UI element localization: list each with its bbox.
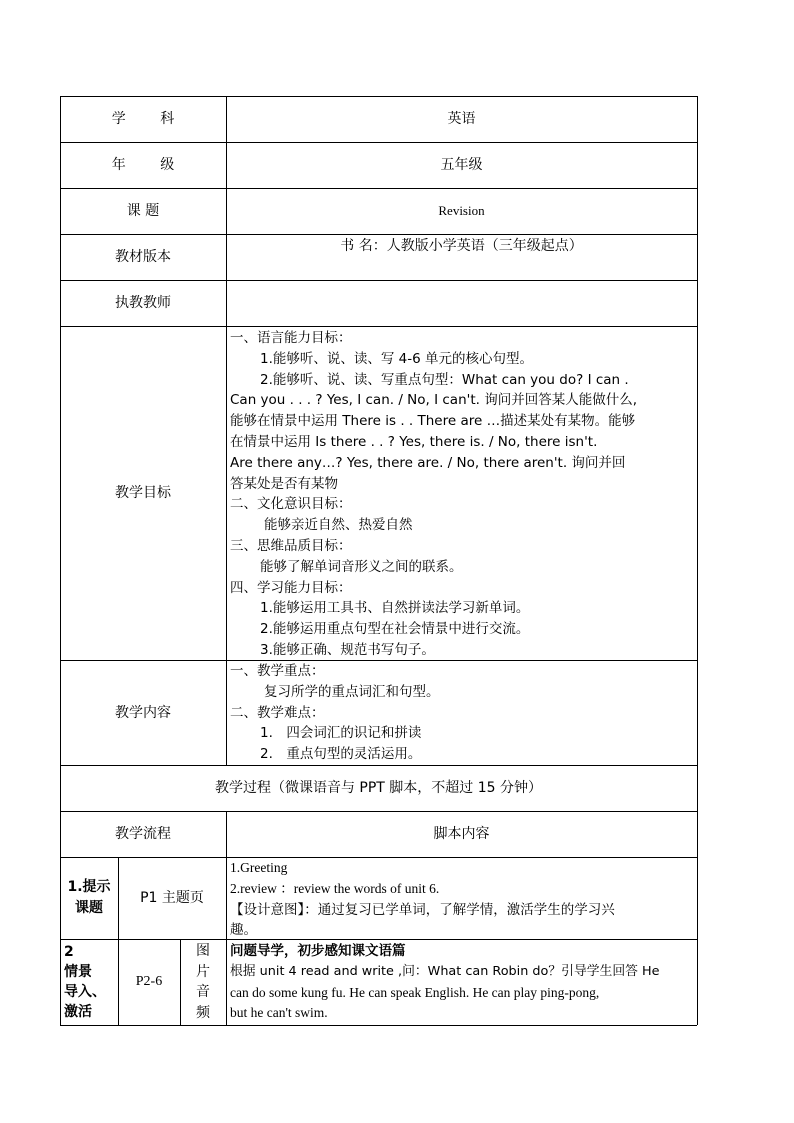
objective-line: 四、学习能力目标： bbox=[230, 579, 352, 596]
topic-value: Revision bbox=[438, 203, 485, 218]
objective-line: 能够了解单词音形义之间的联系。 bbox=[260, 558, 463, 575]
objective-line: 1.能够听、说、读、写 4-6 单元的核心句型。 bbox=[260, 350, 534, 367]
objective-line: 二、文化意识目标： bbox=[230, 496, 352, 513]
objective-line: 能够亲近自然、热爱自然 bbox=[264, 517, 413, 534]
objectives-label: 教学目标 bbox=[115, 485, 171, 501]
textbook-value: 书 名：人教版小学英语（三年级起点） bbox=[340, 238, 583, 254]
script-line: 趣。 bbox=[230, 922, 257, 939]
content-label: 教学内容 bbox=[115, 704, 171, 721]
content-line: 1. 四会词汇的识记和拼读 bbox=[260, 725, 422, 742]
script-line: 问题导学，初步感知课文语篇 bbox=[230, 943, 406, 959]
script-label: 脚本内容 bbox=[433, 826, 490, 842]
grade-label: 年 级 bbox=[111, 157, 175, 173]
teacher-label: 执教教师 bbox=[115, 295, 171, 311]
objective-line: 1.能够运用工具书、自然拼读法学习新单词。 bbox=[260, 600, 530, 617]
objective-line: Are there any…? Yes, there are. / No, there aren't. 询问并回 bbox=[230, 454, 626, 471]
step-2-page: P2-6 bbox=[135, 974, 163, 989]
script-line: but he can't swim. bbox=[230, 1005, 328, 1021]
objective-line: 2.能够运用重点句型在社会情景中进行交流。 bbox=[260, 621, 530, 638]
script-line: 【设计意图】：通过复习已学单词，了解学情，激活学生的学习兴 bbox=[230, 901, 615, 918]
flow-label: 教学流程 bbox=[115, 826, 171, 842]
content-line: 2. 重点句型的灵活运用。 bbox=[260, 746, 422, 763]
script-line: 2.review ：review the words of unit 6. bbox=[230, 880, 440, 896]
objective-line: 答某处是否有某物 bbox=[230, 475, 338, 492]
content-line: 复习所学的重点词汇和句型。 bbox=[264, 683, 440, 700]
objective-line: 三、思维品质目标： bbox=[230, 537, 352, 554]
topic-label: 课 题 bbox=[126, 203, 160, 219]
objective-line: 能够在情景中运用 There is . . There are …描述某处有某物。能够 bbox=[230, 413, 636, 430]
objective-line: Can you . . . ? Yes, I can. / No, I can't. 询问并回答某人能做什么, bbox=[230, 392, 638, 409]
script-line: 1.Greeting bbox=[230, 860, 288, 875]
objective-line: 一、语言能力目标： bbox=[230, 330, 352, 346]
teacher-value bbox=[226, 280, 697, 326]
subject-label: 学 科 bbox=[111, 111, 175, 127]
grade-value: 五年级 bbox=[440, 157, 483, 173]
step-2-label: 2 情景 导入、 激活 bbox=[64, 944, 106, 1020]
process-header: 教学过程（微课语音与 PPT 脚本，不超过 15 分钟） bbox=[214, 780, 543, 796]
textbook-label: 教材版本 bbox=[115, 249, 171, 265]
subject-value: 英语 bbox=[447, 111, 476, 127]
step-2-script bbox=[230, 941, 695, 1024]
objective-line: 在情景中运用 Is there . . ? Yes, there is. / No, there isn't. bbox=[230, 433, 598, 450]
objective-line: 2.能够听、说、读、写重点句型：What can you do? I can . bbox=[260, 371, 629, 388]
script-line: 根据 unit 4 read and write ,问：What can Robin do？引导学生回答 He bbox=[230, 963, 660, 979]
lesson-plan-table bbox=[60, 96, 697, 1025]
content-line: 一、教学重点： bbox=[230, 663, 325, 679]
step-1-label: 1.提示 课题 bbox=[67, 879, 111, 916]
step-2-media: 图 片 音 频 bbox=[196, 943, 210, 1021]
step-1-page: P1 主题页 bbox=[140, 890, 204, 906]
script-line: can do some kung fu. He can speak English. He can play ping-pong, bbox=[230, 984, 600, 1000]
content-line: 二、教学难点： bbox=[230, 704, 325, 721]
content-text bbox=[230, 661, 695, 765]
objective-line: 3.能够正确、规范书写句子。 bbox=[260, 641, 435, 658]
step-1-script bbox=[230, 858, 695, 941]
objectives-text bbox=[230, 328, 695, 661]
